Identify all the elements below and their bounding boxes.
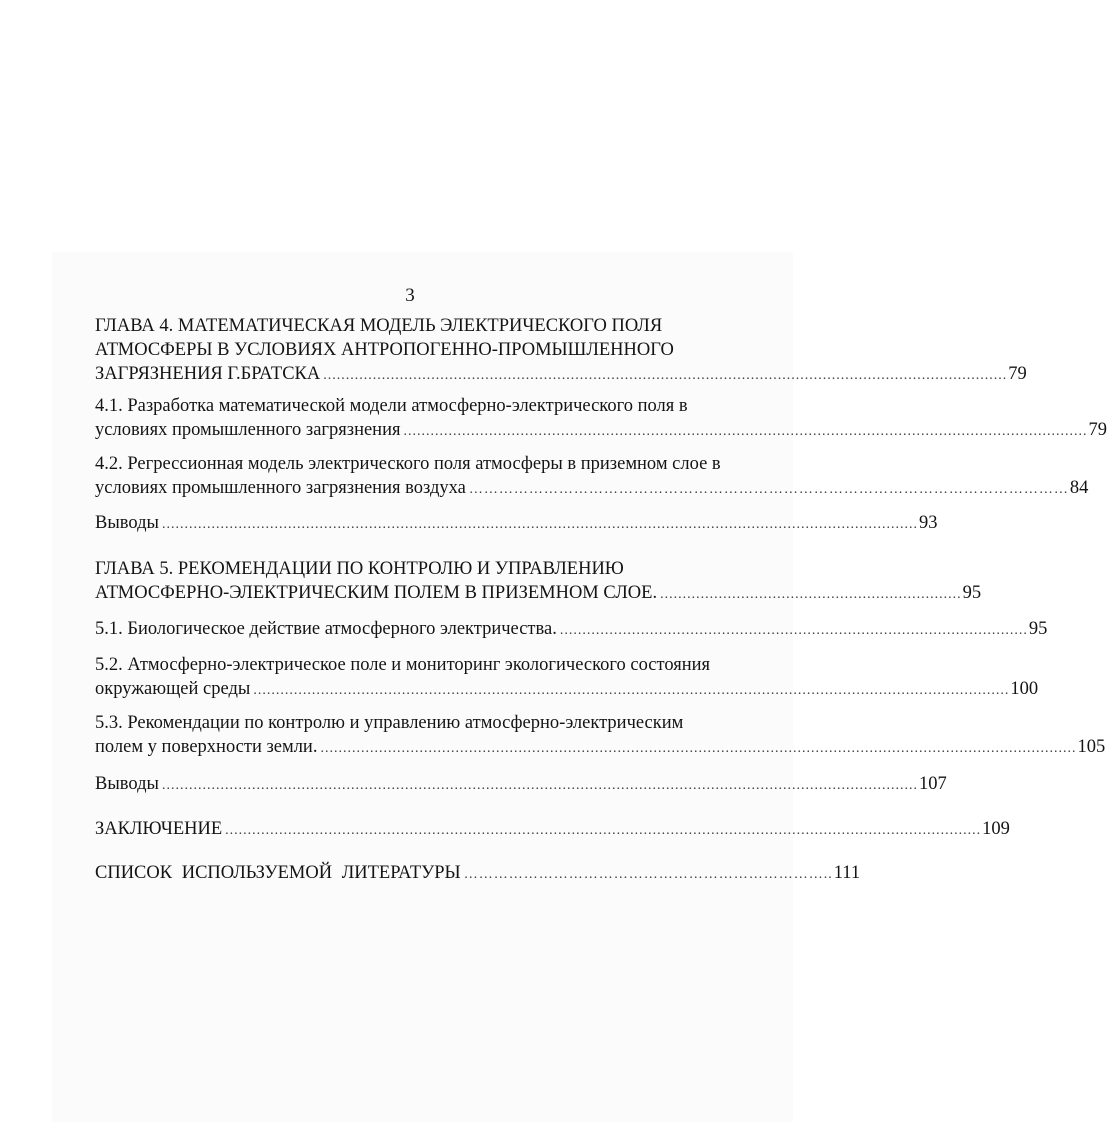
- toc-entry-title-line: 5.1. Биологическое действие атмосферного электричества.: [95, 619, 557, 639]
- leader-dots: ........................................................................................................................................................................: [225, 823, 982, 838]
- page-number: 3: [405, 285, 415, 306]
- toc-entry-title-line: АТМОСФЕРНО-ЭЛЕКТРИЧЕСКИМ ПОЛЕМ В ПРИЗЕМНОМ СЛОЕ.: [95, 583, 658, 603]
- leader-dots: ........................................................................................................................................................................: [161, 778, 918, 793]
- toc-entry-conclusions-4[interactable]: [95, 511, 938, 537]
- toc-page-number: 79: [1088, 420, 1107, 440]
- toc-page-number: 95: [962, 583, 982, 603]
- toc-entry-title-line: окружающей среды: [95, 679, 251, 699]
- leader-dots: ...................................................................: [660, 587, 962, 602]
- leader-dots: ........................................................................................................................................................................: [161, 517, 918, 532]
- toc-entry-title-line: 4.2. Регрессионная модель электрического поля атмосферы в приземном слое в: [95, 454, 721, 474]
- toc-entry-title-line: Выводы: [95, 774, 159, 794]
- toc-page-number: 111: [833, 863, 861, 883]
- toc-entry-title-line: полем у поверхности земли.: [95, 737, 318, 757]
- toc-entry-conclusions-5[interactable]: [95, 772, 947, 798]
- toc-entry-section-5-3[interactable]: [95, 711, 1106, 761]
- toc-entry-title-line: 5.2. Атмосферно-электрическое поле и мониторинг экологического состояния: [95, 655, 711, 675]
- toc-page-number: 84: [1069, 478, 1089, 498]
- toc-page-number: 100: [1010, 679, 1039, 699]
- toc-page-number: 105: [1077, 737, 1106, 757]
- toc-page-number: 93: [918, 513, 938, 533]
- toc-entry-title-line: ЗАГРЯЗНЕНИЯ Г.БРАТСКА: [95, 364, 321, 384]
- toc-page-number: 107: [918, 774, 947, 794]
- toc-entry-section-5-2[interactable]: [95, 653, 1039, 703]
- toc-entry-title-line: ЗАКЛЮЧЕНИЕ: [95, 819, 223, 839]
- toc-entry-title-line: АТМОСФЕРЫ В УСЛОВИЯХ АНТРОПОГЕННО-ПРОМЫШЛЕННОГО: [95, 340, 674, 360]
- leader-dots: ........................................................................................................................................................: [323, 368, 1008, 383]
- leader-dots: …………………………………………………………………………………………………………: [468, 482, 1069, 497]
- toc-entry-section-4-2[interactable]: [95, 452, 1089, 502]
- leader-dots: ………………………………………………………………..: [463, 867, 833, 882]
- toc-entry-chapter-4[interactable]: [95, 314, 1027, 388]
- toc-entry-references[interactable]: [95, 861, 861, 887]
- leader-dots: ........................................................................................................................................................................: [320, 741, 1077, 756]
- toc-entry-section-5-1[interactable]: [95, 617, 1048, 643]
- toc-entry-chapter-5[interactable]: [95, 557, 982, 607]
- toc-entry-title-line: ГЛАВА 5. РЕКОМЕНДАЦИИ ПО КОНТРОЛЮ И УПРАВЛЕНИЮ: [95, 559, 624, 579]
- leader-dots: ........................................................................................................................................................................: [253, 683, 1010, 698]
- toc-page-number: 95: [1028, 619, 1048, 639]
- toc-page-number: 109: [982, 819, 1010, 839]
- toc-entry-title-line: 4.1. Разработка математической модели атмосферно-электрического поля в: [95, 396, 688, 416]
- toc-entry-title-line: 5.3. Рекомендации по контролю и управлению атмосферно-электрическим: [95, 713, 684, 733]
- toc-entry-title-line: ГЛАВА 4. МАТЕМАТИЧЕСКАЯ МОДЕЛЬ ЭЛЕКТРИЧЕСКОГО ПОЛЯ: [95, 316, 663, 336]
- toc-entry-conclusion[interactable]: [95, 817, 1010, 843]
- leader-dots: ........................................................................................................................................................: [403, 424, 1088, 439]
- toc-entry-section-4-1[interactable]: [95, 394, 1107, 444]
- toc-entry-title-line: Выводы: [95, 513, 159, 533]
- toc-entry-title-line: условиях промышленного загрязнения воздуха: [95, 478, 466, 498]
- leader-dots: ........................................................................................................: [559, 623, 1028, 638]
- toc-entry-title-line: СПИСОК ИСПОЛЬЗУЕМОЙ ЛИТЕРАТУРЫ: [95, 863, 461, 883]
- toc-entry-title-line: условиях промышленного загрязнения: [95, 420, 401, 440]
- toc-page-number: 79: [1008, 364, 1027, 384]
